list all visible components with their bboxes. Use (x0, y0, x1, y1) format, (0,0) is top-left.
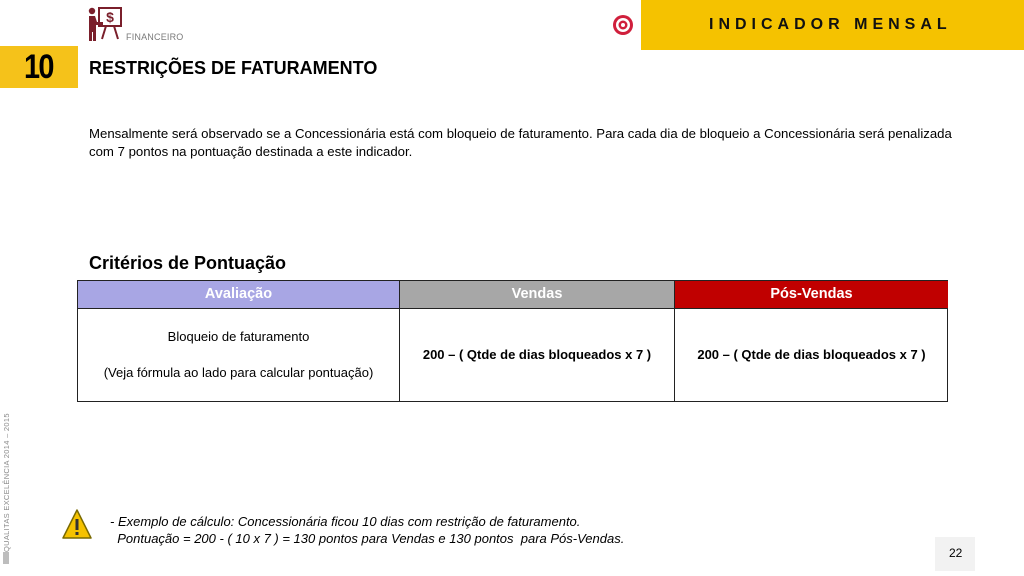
side-footer-text: QUALITAS EXCELÊNCIA 2014 – 2015 (2, 413, 11, 552)
evaluation-cell-line1: Bloqueio de faturamento (167, 329, 310, 344)
side-marker (3, 552, 9, 564)
header-avaliacao: Avaliação (78, 281, 399, 308)
evaluation-cell-line2: (Veja fórmula ao lado para calcular pontuação) (103, 365, 374, 380)
criteria-title: Critérios de Pontuação (89, 253, 287, 273)
example-line1: - Exemplo de cálculo: Concessionária ficou 10 dias com restrição de faturamento. (110, 514, 581, 529)
page-title: RESTRIÇÕES DE FATURAMENTO (89, 58, 378, 78)
indicator-number: 10 (24, 48, 53, 86)
description-text: Mensalmente será observado se a Concessionária está com bloqueio de faturamento. Para cada dia de bloqueio a Concessionária será penalizada com 7 pontos na pontuação destinada a este indicador. (89, 126, 952, 159)
column-divider (399, 281, 400, 401)
svg-text:$: $ (106, 9, 114, 25)
column-divider (674, 281, 675, 401)
target-icon (612, 14, 634, 36)
header-pos-vendas: Pós-Vendas (675, 281, 948, 308)
calculation-example (110, 513, 624, 547)
header-divider (78, 308, 947, 309)
vendas-formula-cell: 200 – ( Qtde de dias bloqueados x 7 ) (422, 347, 652, 362)
header-vendas: Vendas (400, 281, 674, 308)
financial-presenter-icon (86, 6, 124, 42)
category-label: FINANCEIRO (126, 32, 184, 42)
warning-icon (62, 508, 92, 542)
banner-text: INDICADOR MENSAL (709, 16, 952, 33)
page-number: 22 (949, 546, 963, 560)
criteria-table (77, 280, 948, 402)
example-line2: Pontuação = 200 - ( 10 x 7 ) = 130 pontos para Vendas e 130 pontos para Pós-Vendas. (110, 531, 625, 546)
pos-vendas-formula-cell: 200 – ( Qtde de dias bloqueados x 7 ) (697, 347, 926, 362)
